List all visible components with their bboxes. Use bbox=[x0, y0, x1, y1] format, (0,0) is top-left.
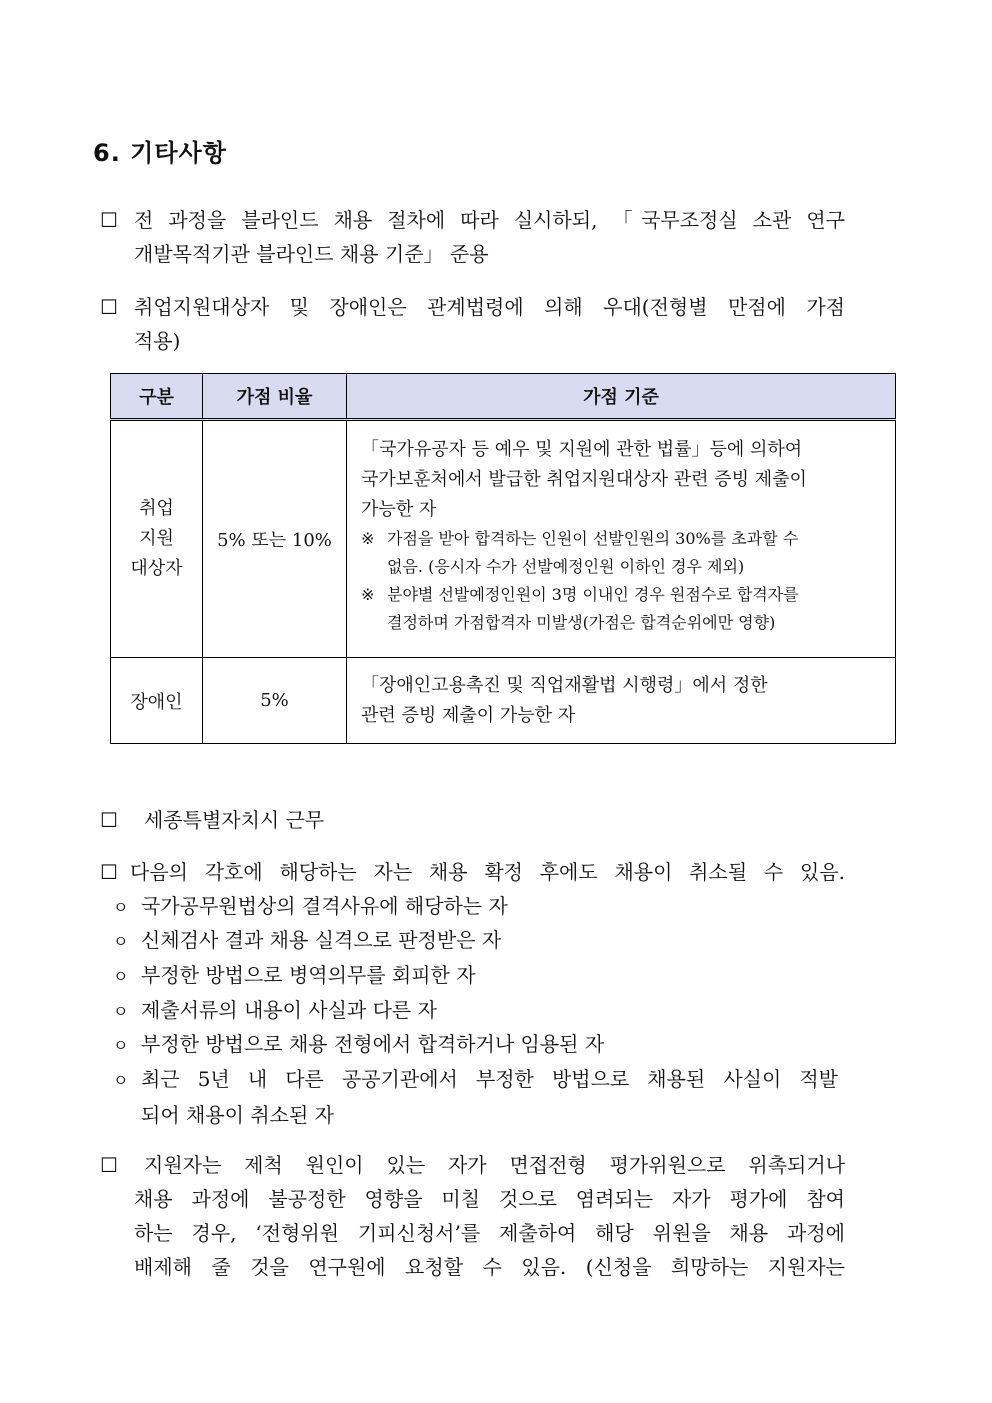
notice-bonus-points bbox=[100, 290, 845, 358]
notice-line: 적용) bbox=[134, 329, 181, 353]
circle-bullet: ㅇ bbox=[113, 898, 129, 917]
circle-bullet: ㅇ bbox=[113, 1071, 129, 1090]
list-item: ㅇ 제출서류의 내용이 사실과 다른 자 bbox=[113, 993, 437, 1029]
checkbox-bullet: ☐ bbox=[100, 295, 118, 319]
circle-bullet: ㅇ bbox=[113, 1002, 129, 1021]
category-cell: 장애인 bbox=[111, 658, 203, 744]
circle-bullet: ㅇ bbox=[113, 967, 129, 986]
checkbox-bullet: ☐ bbox=[100, 808, 118, 832]
checkbox-bullet: ☐ bbox=[100, 208, 118, 232]
list-item: ㅇ 최근 5년 내 다른 공공기관에서 부정한 방법으로 채용된 사실이 적발 되어 채용이 취소된 자 bbox=[113, 1062, 838, 1132]
reference-mark: ※ bbox=[361, 585, 375, 604]
bonus-points-table bbox=[110, 373, 896, 744]
notice-recusal-request: ☐ 지원자는 제척 원인이 있는 자가 면접전형 평가위원으로 위촉되거나 채용 과정에 불공정한 영향을 미칠 것으로 염려되는 자가 평가에 참여 하는 경우, ‘전형위원 기피신청서’를 제출하여 해당 위원을 채용 과정에 배제해 줄 것을 연구원에 요청할 수 있음. (신청을 희망하는 지원자는 bbox=[100, 1148, 845, 1284]
list-item: ㅇ 부정한 방법으로 채용 전형에서 합격하거나 임용된 자 bbox=[113, 1027, 604, 1063]
ratio-cell: 5% 또는 10% bbox=[203, 420, 347, 658]
notice-blind-recruitment bbox=[100, 203, 845, 271]
header-criteria: 가점 기준 bbox=[347, 374, 896, 420]
header-ratio: 가점 비율 bbox=[203, 374, 347, 420]
criteria-note: ※ 가점을 받아 합격하는 인원이 선발인원의 30%를 초과할 수 없음. (응시자 수가 선발예정인원 이하인 경우 제외) bbox=[361, 525, 883, 581]
ratio-cell: 5% bbox=[203, 658, 347, 744]
section-title: 6. 기타사항 bbox=[93, 139, 227, 167]
circle-bullet: ㅇ bbox=[113, 1036, 129, 1055]
notice-line: ☐ 전 과정을 블라인드 채용 절차에 따라 실시하되, 「국무조정실 소관 연구 bbox=[100, 203, 845, 237]
table-header-row bbox=[111, 374, 896, 420]
list-item: ㅇ 부정한 방법으로 병역의무를 회피한 자 bbox=[113, 958, 476, 994]
list-item: ㅇ 신체검사 결과 채용 실격으로 판정받은 자 bbox=[113, 923, 501, 959]
checkbox-bullet: ☐ bbox=[100, 1153, 118, 1177]
notice-work-location: ☐ 세종특별자치시 근무 bbox=[100, 803, 845, 837]
criteria-note: ※ 분야별 선발예정인원이 3명 이내인 경우 원점수로 합격자를 결정하며 가점합격자 미발생(가점은 합격순위에만 영향) bbox=[361, 581, 883, 637]
criteria-cell: 「장애인고용촉진 및 직업재활법 시행령」에서 정한 관련 증빙 제출이 가능한 자 bbox=[347, 658, 896, 744]
header-category: 구분 bbox=[111, 374, 203, 420]
notice-line: ☐ 취업지원대상자 및 장애인은 관계법령에 의해 우대(전형별 만점에 가점 bbox=[100, 290, 845, 324]
criteria-cell: 「국가유공자 등 예우 및 지원에 관한 법률」등에 의하여 국가보훈처에서 발급한 취업지원대상자 관련 증빙 제출이 가능한 자 ※ 가점을 받아 합격하는 인원이 선발인원의 30%를 초과할 수 없음. (응시자 수가 선발예정인원 이하인 경우 제외) ※ 분야별 선발예정인원이 3명 이내인 경우 원점수로 합격자를 결정하며 가점합격자 미발생(가점은 합격순위에만 영향) bbox=[347, 420, 896, 658]
reference-mark: ※ bbox=[361, 529, 375, 548]
list-item: ㅇ 국가공무원법상의 결격사유에 해당하는 자 bbox=[113, 889, 508, 925]
table-row bbox=[111, 420, 896, 658]
checkbox-bullet: ☐ bbox=[100, 860, 118, 884]
notice-cancellation: ☐ 다음의 각호에 해당하는 자는 채용 확정 후에도 채용이 취소될 수 있음. bbox=[100, 855, 845, 889]
category-cell: 취업 지원 대상자 bbox=[111, 420, 203, 658]
table-row bbox=[111, 658, 896, 744]
notice-line: 개발목적기관 블라인드 채용 기준」 준용 bbox=[134, 242, 489, 266]
circle-bullet: ㅇ bbox=[113, 932, 129, 951]
